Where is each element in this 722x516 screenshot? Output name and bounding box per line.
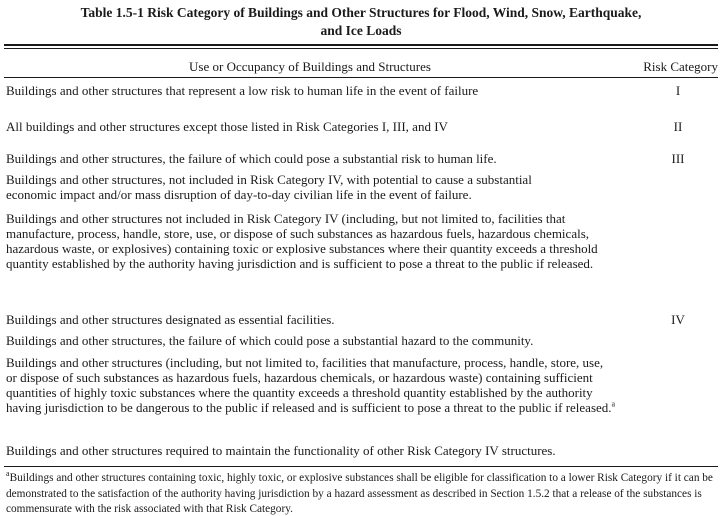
top-rule-thick bbox=[4, 44, 718, 46]
table-row-category-4-essential: Buildings and other structures designated as essential facilities. bbox=[6, 312, 335, 327]
table-row-category-3-life: Buildings and other structures, the failure of which could pose a substantial risk to human life. bbox=[6, 151, 497, 166]
risk-category-1: I bbox=[675, 83, 681, 98]
table-row-category-4-community: Buildings and other structures, the failure of which could pose a substantial hazard to the community. bbox=[6, 333, 534, 348]
column-header-risk-category: Risk Category bbox=[643, 59, 718, 74]
table-row-category-2: All buildings and other structures except those listed in Risk Categories I, III, and IV bbox=[6, 119, 448, 134]
table-row-category-3-economic: Buildings and other structures, not included in Risk Category IV, with potential to cause a substantial economic impact and/or mass disruption of day-to-day civilian life in the event of failure. bbox=[6, 172, 532, 202]
risk-category-4: IV bbox=[671, 312, 685, 327]
column-header-use: Use or Occupancy of Buildings and Structures bbox=[189, 59, 431, 74]
top-rule-thin bbox=[4, 48, 718, 49]
risk-category-3: III bbox=[671, 151, 685, 166]
table-title-line-1: Table 1.5-1 Risk Category of Buildings and Other Structures for Flood, Wind, Snow, Earthquake, bbox=[80, 5, 642, 20]
footnote bbox=[6, 471, 718, 516]
table-title-line-2: and Ice Loads bbox=[320, 23, 402, 38]
footnote-text: Buildings and other structures containing toxic, highly toxic, or explosive substances shall be eligible for classification to a lower Risk Category if it can be demonstrated to the satisfaction of the authority having jurisdiction by a hazard assessment as described in Section 1.5.2 that a release of the substances is commensurate with the risk associated with that Risk Category. bbox=[6, 472, 713, 515]
footnote-reference: a bbox=[611, 399, 616, 409]
table-row-category-4-toxic-text: Buildings and other structures (including, but not limited to, facilities that manufacture, process, handle, store, use, or dispose of such substances as hazardous fuels, hazardous chemicals, or hazardous waste) containing sufficient quantities of highly toxic substances where the quantity exceeds a threshold quantity established by the authority having jurisdiction to be dangerous to the public if released and is sufficient to pose a threat to the public if released. bbox=[6, 355, 612, 415]
table-title bbox=[0, 4, 722, 40]
table-row-category-1: Buildings and other structures that represent a low risk to human life in the event of failure bbox=[6, 83, 479, 98]
header-rule bbox=[4, 77, 718, 78]
table-row-category-3-hazardous: Buildings and other structures not included in Risk Category IV (including, but not limited to, facilities that manufacture, process, handle, store, use, or dispose of such substances as hazardous fuels, hazardous chemicals, hazardous waste, or explosives) containing toxic or explosive substances where their quantity exceeds a threshold quantity established by the authority having jurisdiction and is sufficient to pose a threat to the public if released. bbox=[6, 211, 598, 271]
risk-category-2: II bbox=[673, 119, 683, 134]
table-row-category-4-toxic bbox=[6, 355, 616, 415]
footnote-mark: a bbox=[6, 469, 10, 479]
table-row-category-4-functionality: Buildings and other structures required to maintain the functionality of other Risk Category IV structures. bbox=[6, 443, 556, 458]
footer-rule bbox=[4, 466, 718, 467]
